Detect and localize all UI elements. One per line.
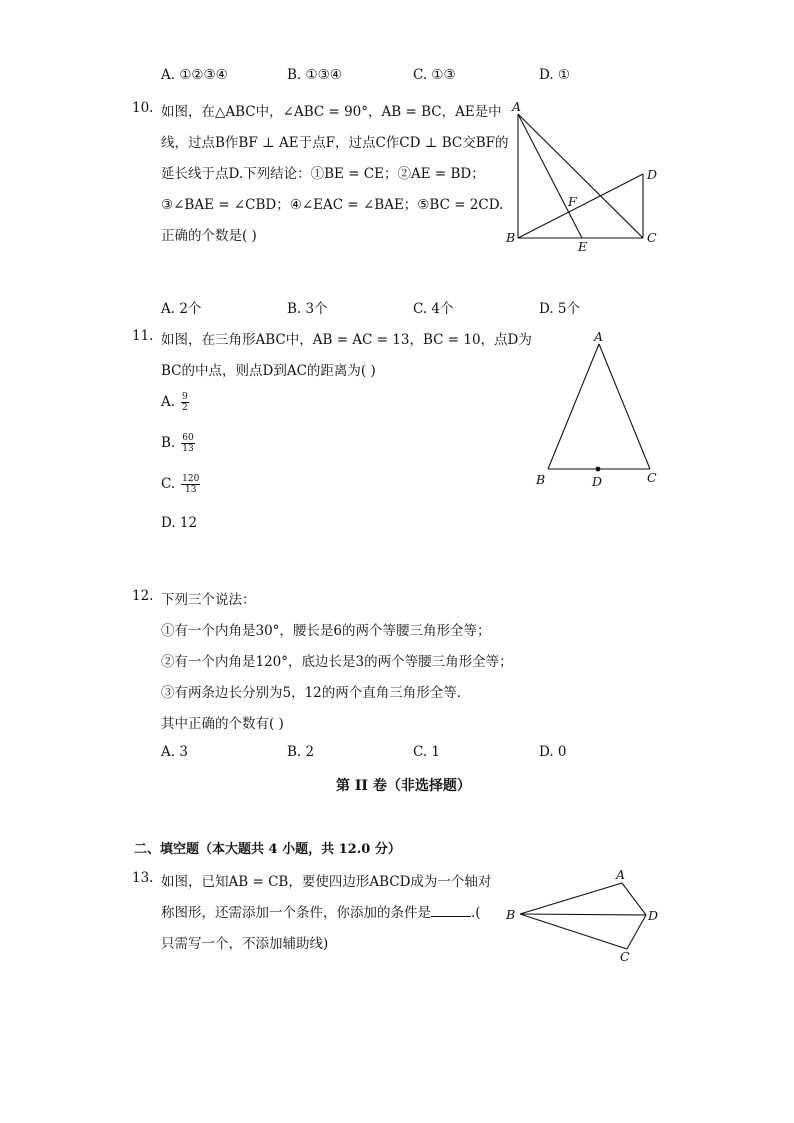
q10-label-d: D [647, 167, 658, 182]
q12-option-d: D. 0 [539, 744, 567, 760]
q10-label-c: C [647, 230, 657, 245]
q10-line2: 线，过点B作BF ⊥ AE于点F，过点C作CD ⊥ BC交BF的 [161, 135, 509, 151]
q9-option-b: B. ①③④ [287, 67, 342, 83]
q12-line3: ②有一个内角是120°，底边长是3的两个等腰三角形全等； [161, 654, 513, 670]
q11-option-c [161, 474, 200, 495]
q10-line5: 正确的个数是( ) [161, 228, 257, 244]
q11-option-a-label: A. [161, 394, 176, 410]
q13-segment-bd [520, 914, 646, 915]
q11-segment-ac [599, 344, 650, 469]
q13-number: 13. [132, 870, 154, 886]
q10-label-e: E [578, 239, 588, 254]
q11-option-b-numerator: 60 [182, 433, 194, 443]
q11-option-a-numerator: 9 [182, 392, 188, 402]
q10-label-a: A [512, 99, 522, 114]
section2-score: 12.0 [338, 842, 371, 857]
q11-option-c-numerator: 120 [182, 474, 200, 484]
q11-line1: 如图，在三角形ABC中，AB = AC = 13，BC = 10，点D为 [161, 332, 532, 348]
q10-line4: ③∠BAE = ∠CBD；④∠EAC = ∠BAE；⑤BC = 2CD. [161, 197, 504, 213]
q10-option-b: B. 3个 [287, 301, 328, 317]
q13-segment-ba [520, 883, 622, 914]
section2-prefix: 二、填空题（本大题共 [134, 842, 269, 857]
section2-suffix: 分） [370, 842, 401, 857]
q13-label-b: B [506, 907, 516, 922]
q13-label-a: A [616, 867, 626, 882]
q12-option-c: C. 1 [413, 744, 441, 760]
q13-line3: 只需写一个，不添加辅助线) [161, 936, 329, 952]
q9-option-a: A. ①②③④ [161, 67, 228, 83]
q11-number: 11. [132, 328, 154, 344]
q12-option-b: B. 2 [287, 744, 315, 760]
q12-line2: ①有一个内角是30°，腰长是6的两个等腰三角形全等； [161, 623, 491, 639]
q13-segment-cd [627, 915, 646, 949]
q13-label-d: D [648, 908, 659, 923]
q12-number: 12. [132, 588, 154, 604]
section2-mid: 小题，共 [277, 842, 339, 857]
q10-label-b: B [506, 230, 516, 245]
q11-option-a [161, 392, 189, 413]
q11-figure [528, 328, 668, 493]
q10-segment-ae [518, 114, 582, 238]
q13-segment-bc [520, 914, 627, 949]
q11-option-b-denominator: 13 [182, 444, 194, 454]
q10-option-c: C. 4个 [413, 301, 454, 317]
q12-line5: 其中正确的个数有( ) [161, 716, 284, 732]
q10-option-a: A. 2个 [161, 301, 202, 317]
q12-option-a: A. 3 [161, 744, 188, 760]
q11-label-d: D [592, 474, 603, 489]
q13-answer-blank[interactable] [431, 904, 471, 917]
q11-option-b-fraction [181, 433, 194, 454]
q11-label-b: B [536, 472, 546, 487]
part2-title: 第 II 卷（非选择题） [336, 778, 471, 794]
section2-count: 4 [268, 842, 278, 857]
q13-line2-suffix: .( [471, 905, 481, 921]
q9-option-c: C. ①③ [413, 67, 456, 83]
q11-label-a: A [594, 329, 604, 344]
q10-option-d: D. 5个 [539, 301, 581, 317]
q11-option-a-denominator: 2 [182, 403, 188, 413]
q11-segment-ab [548, 344, 599, 469]
q13-label-c: C [620, 949, 630, 964]
q11-option-b-label: B. [161, 435, 176, 451]
q10-line3: 延长线于点D.下列结论：①BE = CE；②AE = BD； [161, 166, 485, 182]
q11-line2: BC的中点，则点D到AC的距离为( ) [161, 363, 376, 379]
q11-point-d [596, 467, 601, 472]
q11-option-c-label: C. [161, 476, 176, 492]
q11-option-d: D. 12 [161, 515, 198, 531]
q13-segment-ad [622, 883, 646, 915]
q12-line1: 下列三个说法： [161, 592, 256, 608]
q11-option-c-fraction [181, 474, 200, 495]
q10-line1: 如图，在△ABC中，∠ABC = 90°，AB = BC，AE是中 [161, 104, 502, 120]
section2-heading [134, 838, 401, 857]
q13-line2 [161, 901, 481, 921]
q13-line2-text: 称图形，还需添加一个条件，你添加的条件是 [161, 905, 431, 921]
q12-line4: ③有两条边长分别为5，12的两个直角三角形全等． [161, 685, 471, 701]
q11-option-a-fraction [181, 392, 189, 413]
q10-segment-ac [518, 114, 643, 238]
q11-option-b [161, 433, 195, 454]
q11-option-c-denominator: 13 [185, 485, 197, 495]
q13-figure [500, 864, 670, 964]
q10-number: 10. [132, 100, 154, 116]
q10-segment-bd [518, 174, 643, 238]
q10-figure [500, 96, 670, 256]
q13-line1: 如图，已知AB = CB，要使四边形ABCD成为一个轴对 [161, 874, 492, 890]
q10-label-f: F [568, 194, 577, 209]
q11-label-c: C [647, 470, 657, 485]
q9-option-d: D. ① [539, 67, 571, 83]
